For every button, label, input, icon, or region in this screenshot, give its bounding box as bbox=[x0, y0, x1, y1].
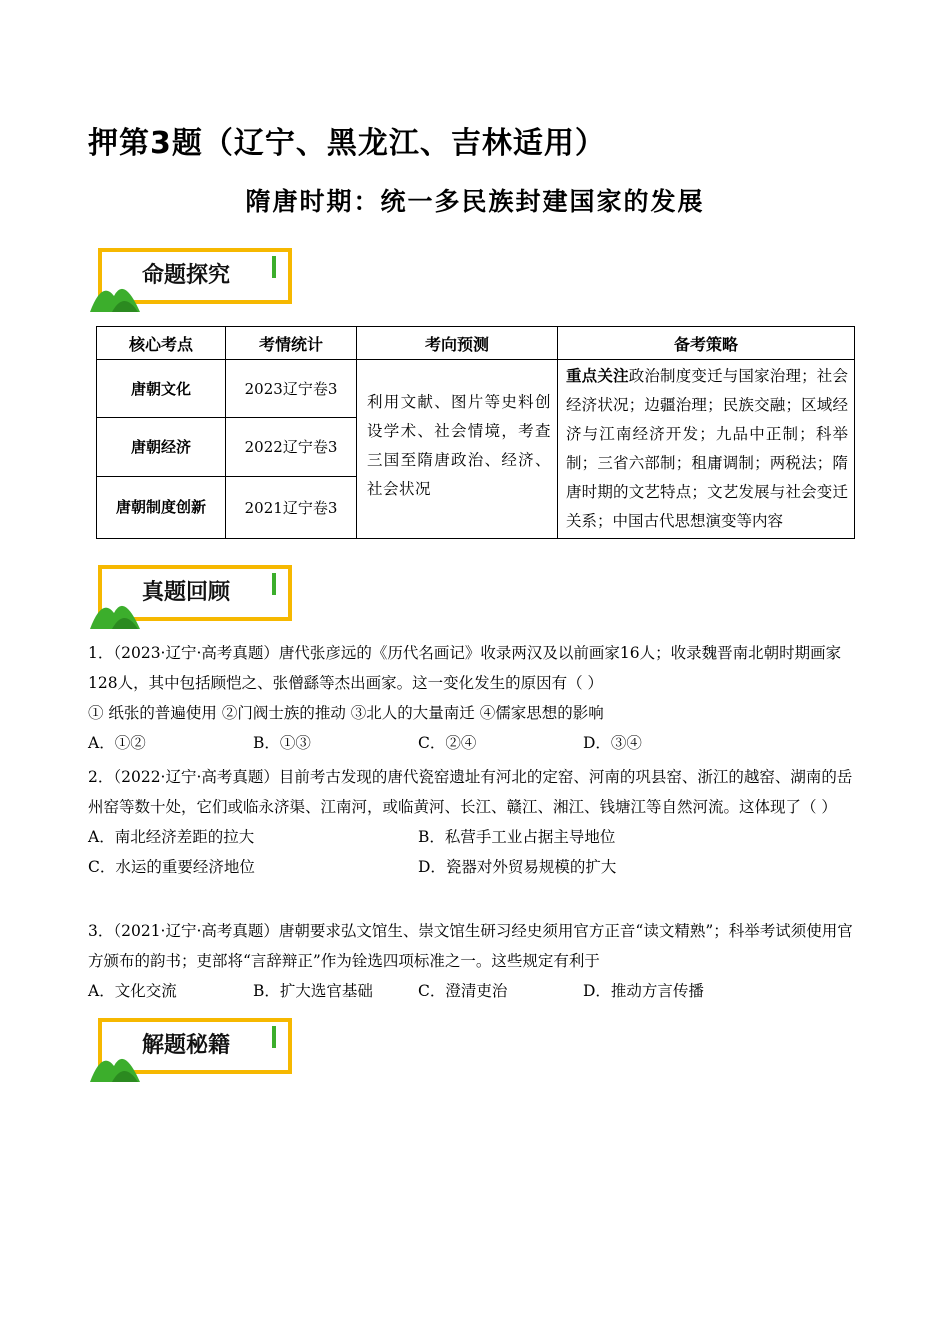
core-point-cell: 唐朝经济 bbox=[97, 418, 226, 476]
badge-accent-bar bbox=[272, 256, 276, 278]
option-c: C．澄清吏治 bbox=[418, 982, 508, 1000]
question-stem: 2．（2022·辽宁·高考真题）目前考古发现的唐代瓷窑遗址有河北的定窑、河南的巩县窑、浙江的越窑、湖南的岳州窑等数十处，它们或临永济渠、江南河，或临黄河、长江、赣江、湘江、钱塘江等自然河流。这体现了（ ） bbox=[88, 768, 853, 816]
question-2 bbox=[88, 762, 863, 882]
page-subtitle: 隋唐时期：统一多民族封建国家的发展 bbox=[245, 187, 705, 216]
option-a: A．南北经济差距的拉大 bbox=[88, 828, 255, 846]
table-header: 考情统计 bbox=[226, 327, 357, 360]
prediction-text: 利用文献、图片等史料创设学术、社会情境，考查三国至隋唐政治、经济、社会状况 bbox=[367, 393, 551, 498]
question-options bbox=[88, 976, 863, 1006]
table-header: 考向预测 bbox=[357, 327, 558, 360]
section-title-review: 真题回顾 bbox=[142, 580, 231, 605]
core-point-cell: 唐朝文化 bbox=[97, 360, 226, 418]
table-row bbox=[97, 360, 855, 418]
option-b: B．私营手工业占据主导地位 bbox=[418, 828, 616, 846]
exam-analysis-table bbox=[96, 326, 855, 539]
strategy-body: 政治制度变迁与国家治理；社会经济状况；边疆治理；民族交融；区域经济与江南经济开发；九品中正制；科举制；三省六部制；租庸调制；两税法；隋唐时期的文艺特点；文艺发展与社会变迁关系；中国古代思想演变等内容 bbox=[566, 367, 848, 530]
option-d: D．瓷器对外贸易规模的扩大 bbox=[418, 858, 617, 876]
question-options bbox=[88, 728, 863, 758]
strategy-cell bbox=[558, 360, 855, 539]
question-stem: 1．（2023·辽宁·高考真题）唐代张彦远的《历代名画记》收录两汉及以前画家16人；收录魏晋南北朝时期画家128人，其中包括顾恺之、张僧繇等杰出画家。这一变化发生的原因有（ ） bbox=[88, 644, 842, 692]
option-a: A．①② bbox=[88, 734, 146, 752]
section-badge-explore bbox=[90, 248, 298, 312]
stat-cell: 2023辽宁卷3 bbox=[226, 360, 357, 418]
table-header: 备考策略 bbox=[558, 327, 855, 360]
question-1 bbox=[88, 638, 863, 758]
hill-icon bbox=[90, 266, 150, 312]
option-d: D．推动方言传播 bbox=[583, 982, 704, 1000]
option-a: A．文化交流 bbox=[88, 982, 177, 1000]
option-d: D．③④ bbox=[583, 734, 642, 752]
question-stem: 3．（2021·辽宁·高考真题）唐朝要求弘文馆生、崇文馆生研习经史须用官方正音“读文精熟”；科举考试须使用官方颁布的韵书；吏部将“言辞辩正”作为铨选四项标准之一。这些规定有利于 bbox=[88, 922, 853, 970]
core-point-cell: 唐朝制度创新 bbox=[97, 476, 226, 538]
stat-cell: 2022辽宁卷3 bbox=[226, 418, 357, 476]
question-options bbox=[88, 822, 863, 852]
option-c: C．②④ bbox=[418, 734, 477, 752]
hill-icon bbox=[90, 583, 150, 629]
question-options bbox=[88, 852, 863, 882]
table-header: 核心考点 bbox=[97, 327, 226, 360]
question-3 bbox=[88, 916, 863, 1006]
page-title: 押第3题（辽宁、黑龙江、吉林适用） bbox=[88, 126, 606, 161]
hill-icon bbox=[90, 1036, 150, 1082]
question-statements: ① 纸张的普遍使用 ②门阀士族的推动 ③北人的大量南迁 ④儒家思想的影响 bbox=[88, 704, 604, 722]
option-c: C．水运的重要经济地位 bbox=[88, 858, 255, 876]
strategy-emphasis: 重点关注 bbox=[566, 367, 629, 385]
option-b: B．①③ bbox=[253, 734, 311, 752]
section-badge-review bbox=[90, 565, 298, 629]
stat-cell: 2021辽宁卷3 bbox=[226, 476, 357, 538]
prediction-cell bbox=[357, 360, 558, 539]
section-title-explore: 命题探究 bbox=[142, 263, 231, 288]
section-title-tips: 解题秘籍 bbox=[142, 1033, 231, 1058]
table-header-row bbox=[97, 327, 855, 360]
section-badge-tips bbox=[90, 1018, 298, 1082]
badge-accent-bar bbox=[272, 1026, 276, 1048]
option-b: B．扩大选官基础 bbox=[253, 982, 373, 1000]
badge-accent-bar bbox=[272, 573, 276, 595]
strategy-text bbox=[558, 360, 854, 538]
